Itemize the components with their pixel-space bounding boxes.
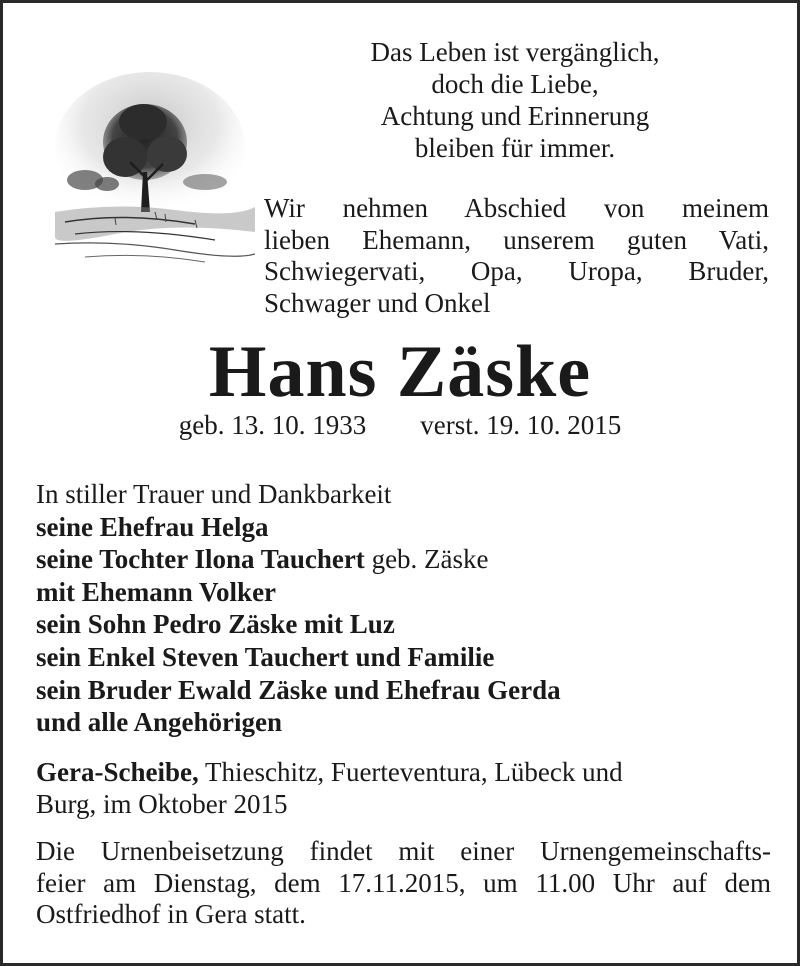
death-date: verst. 19. 10. 2015	[420, 410, 622, 440]
poem-line: doch die Liebe,	[431, 69, 599, 99]
burial-line: feier am Dienstag, dem 17.11.2015, um 11.00 Uhr auf dem	[36, 867, 771, 898]
mourner-line: sein Bruder Ewald Zäske und Ehefrau Gerda	[36, 674, 561, 705]
place-and-date	[36, 757, 776, 820]
burial-line: Ostfriedhof in Gera statt.	[36, 899, 306, 929]
mourner-line: sein Sohn Pedro Zäske mit Luz	[36, 609, 395, 640]
burial-notice	[36, 836, 771, 931]
farewell-line: Schwiegervati, Opa, Uropa, Bruder,	[264, 256, 769, 286]
place-line: Gera-Scheibe, Thieschitz, Fuerteventura, Lübeck und	[36, 757, 623, 787]
place-line: Burg, im Oktober 2015	[36, 788, 288, 819]
farewell-line: Schwager und Onkel	[264, 287, 491, 318]
burial-line: Die Urnenbeisetzung findet mit einer Urnengemeinschafts-	[36, 836, 771, 866]
mourner-line: seine Tochter Ilona Tauchert geb. Zäske	[36, 544, 489, 575]
mourner-line: und alle Angehörigen	[36, 707, 283, 738]
birth-date: geb. 13. 10. 1933	[178, 410, 367, 440]
poem-line: Das Leben ist vergänglich,	[370, 37, 660, 67]
tree-landscape-icon	[55, 62, 255, 272]
farewell-text	[264, 193, 769, 319]
life-dates	[0, 409, 800, 441]
deceased-name: Hans Zäske	[208, 331, 592, 413]
memorial-poem	[300, 36, 730, 164]
farewell-line: lieben Ehemann, unserem guten Vati,	[264, 224, 769, 255]
mourners-list	[36, 478, 776, 739]
poem-line: bleiben für immer.	[414, 133, 616, 163]
mourners-heading: In stiller Trauer und Dankbarkeit	[36, 479, 392, 509]
mourner-line: mit Ehemann Volker	[36, 576, 277, 607]
mourner-line: sein Enkel Steven Tauchert und Familie	[36, 641, 495, 672]
poem-line: Achtung und Erinnerung	[380, 101, 650, 131]
mourner-line: seine Ehefrau Helga	[36, 511, 269, 542]
farewell-line: Wir nehmen Abschied von meinem	[264, 193, 769, 223]
